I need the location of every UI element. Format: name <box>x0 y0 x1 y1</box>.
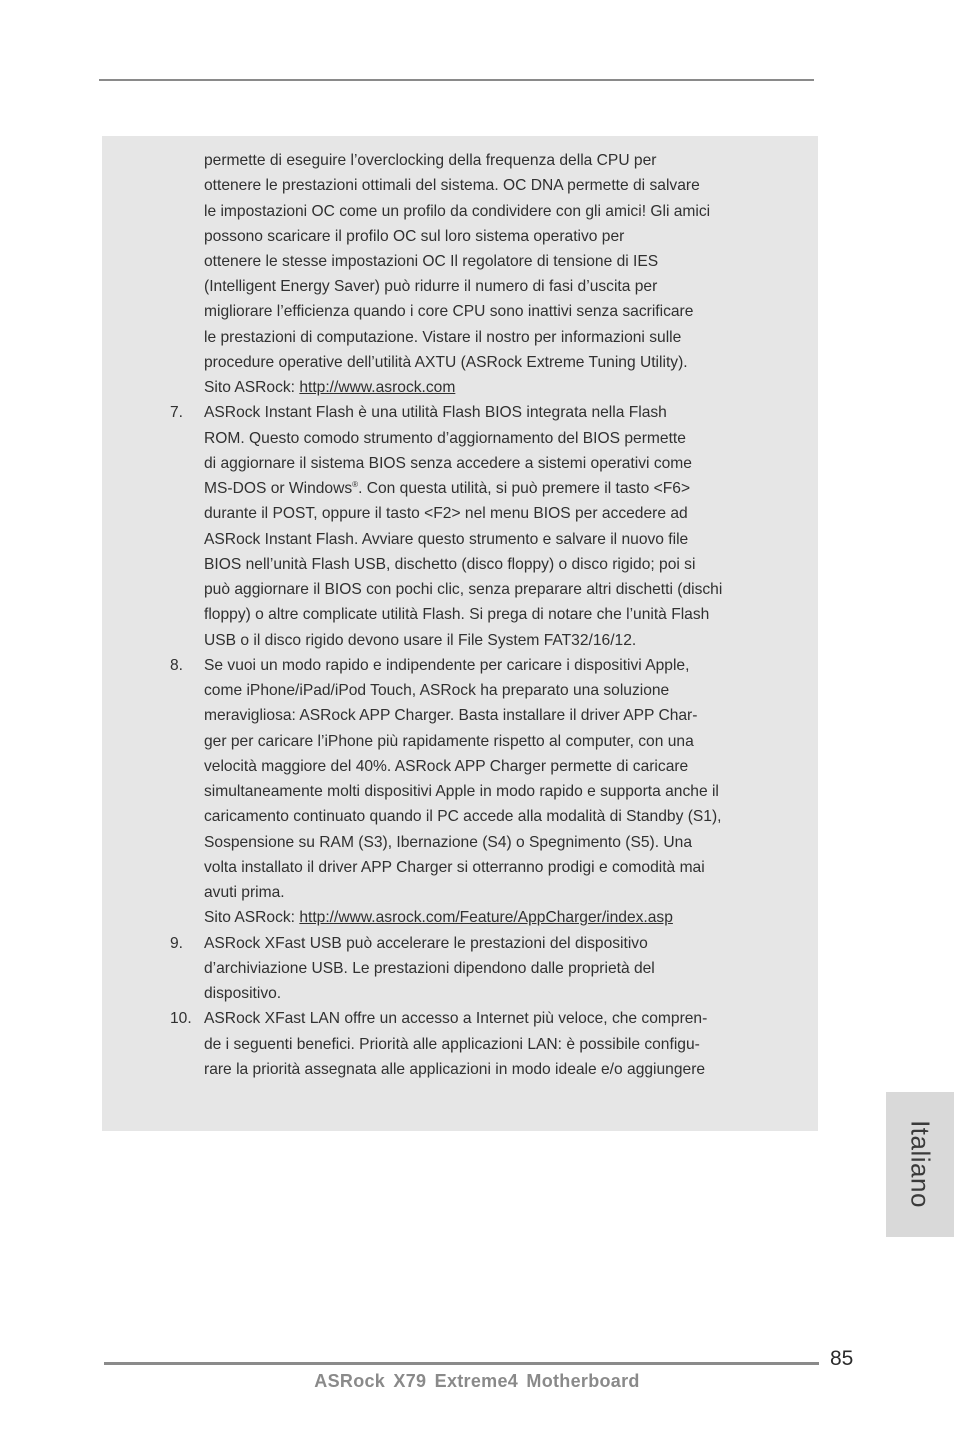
item10-line: de i seguenti benefici. Priorità alle applicazioni LAN: è possibile configu- <box>204 1036 700 1053</box>
footer-title: ASRock X79 Extreme4 Motherboard <box>314 1371 640 1391</box>
site-label: Sito ASRock: <box>204 909 300 926</box>
header-rule <box>99 79 814 81</box>
language-tab-label: Italiano <box>905 1120 936 1208</box>
content-panel <box>102 136 818 1131</box>
intro-line: le prestazioni di computazione. Vistare il nostro per informazioni sulle <box>204 329 682 346</box>
item8-line: Se vuoi un modo rapido e indipendente per caricare i dispositivi Apple, <box>204 657 690 674</box>
page-number: 85 <box>830 1347 854 1370</box>
item8-line: meravigliosa: ASRock APP Charger. Basta installare il driver APP Char- <box>204 707 698 724</box>
item10-line: ASRock XFast LAN offre un accesso a Internet più veloce, che compren- <box>204 1010 708 1027</box>
item8-line: volta installato il driver APP Charger si otterranno prodigi e comodità mai <box>204 859 705 876</box>
site-label: Sito ASRock: <box>204 379 300 396</box>
intro-line: permette di eseguire l’overclocking della frequenza della CPU per <box>204 152 657 169</box>
intro-site-line <box>204 375 455 400</box>
intro-line: le impostazioni OC come un profilo da condividere con gli amici! Gli amici <box>204 203 711 220</box>
registered-mark: ® <box>352 480 359 489</box>
item8-line: simultaneamente molti dispositivi Apple in modo rapido e supporta anche il <box>204 783 719 800</box>
item7-line4-text: MS-DOS or Windows <box>204 480 353 497</box>
item8-site-line <box>204 905 673 930</box>
item-number-7: 7. <box>170 404 184 421</box>
intro-line: ottenere le prestazioni ottimali del sistema. OC DNA permette di salvare <box>204 177 700 194</box>
item9-line: d’archiviazione USB. Le prestazioni dipendono dalle proprietà del <box>204 960 655 977</box>
item8-line: caricamento continuato quando il PC accede alla modalità di Standby (S1), <box>204 808 722 825</box>
item-number-9: 9. <box>170 935 184 952</box>
item7-line: può aggiornare il BIOS con pochi clic, senza preparare altri dischetti (dischi <box>204 581 723 598</box>
item7-line4-text: . Con questa utilità, si può premere il tasto <F6> <box>358 480 691 497</box>
asrock-site-link[interactable]: http://www.asrock.com <box>299 379 456 396</box>
item9-line: dispositivo. <box>204 985 282 1002</box>
item8-line: come iPhone/iPad/iPod Touch, ASRock ha preparato una soluzione <box>204 682 670 699</box>
item-number-10: 10. <box>170 1010 192 1027</box>
item7-line: durante il POST, oppure il tasto <F2> nel menu BIOS per accedere ad <box>204 505 688 522</box>
item7-line: ASRock Instant Flash è una utilità Flash BIOS integrata nella Flash <box>204 404 667 421</box>
intro-line: migliorare l’efficienza quando i core CPU sono inattivi senza sacrificare <box>204 303 694 320</box>
intro-line: procedure operative dell’utilità AXTU (ASRock Extreme Tuning Utility). <box>204 354 688 371</box>
item7-line: floppy) o altre complicate utilità Flash. Si prega di notare che l’unità Flash <box>204 606 710 623</box>
item7-line <box>204 476 690 501</box>
item7-line: ROM. Questo comodo strumento d’aggiornamento del BIOS permette <box>204 430 686 447</box>
item7-line: ASRock Instant Flash. Avviare questo strumento e salvare il nuovo file <box>204 531 689 548</box>
intro-line: possono scaricare il profilo OC sul loro sistema operativo per <box>204 228 625 245</box>
item8-line: ger per caricare l’iPhone più rapidamente rispetto al computer, con una <box>204 733 694 750</box>
app-charger-link[interactable]: http://www.asrock.com/Feature/AppCharger/index.asp <box>299 909 673 926</box>
intro-line: (Intelligent Energy Saver) può ridurre il numero di fasi d’uscita per <box>204 278 658 295</box>
item7-line: USB o il disco rigido devono usare il File System FAT32/16/12. <box>204 632 637 649</box>
footer-rule <box>104 1362 819 1365</box>
item8-line: Sospensione su RAM (S3), Ibernazione (S4) o Spegnimento (S5). Una <box>204 834 692 851</box>
language-tab <box>886 1092 954 1237</box>
item-number-8: 8. <box>170 657 184 674</box>
item10-line: rare la priorità assegnata alle applicazioni in modo ideale e/o aggiungere <box>204 1061 706 1078</box>
item8-line: velocità maggiore del 40%. ASRock APP Charger permette di caricare <box>204 758 689 775</box>
item7-line: BIOS nell’unità Flash USB, dischetto (disco floppy) o disco rigido; poi si <box>204 556 696 573</box>
item9-line: ASRock XFast USB può accelerare le prestazioni del dispositivo <box>204 935 648 952</box>
item8-line: avuti prima. <box>204 884 285 901</box>
intro-line: ottenere le stesse impostazioni OC Il regolatore di tensione di IES <box>204 253 659 270</box>
item7-line: di aggiornare il sistema BIOS senza accedere a sistemi operativi come <box>204 455 692 472</box>
